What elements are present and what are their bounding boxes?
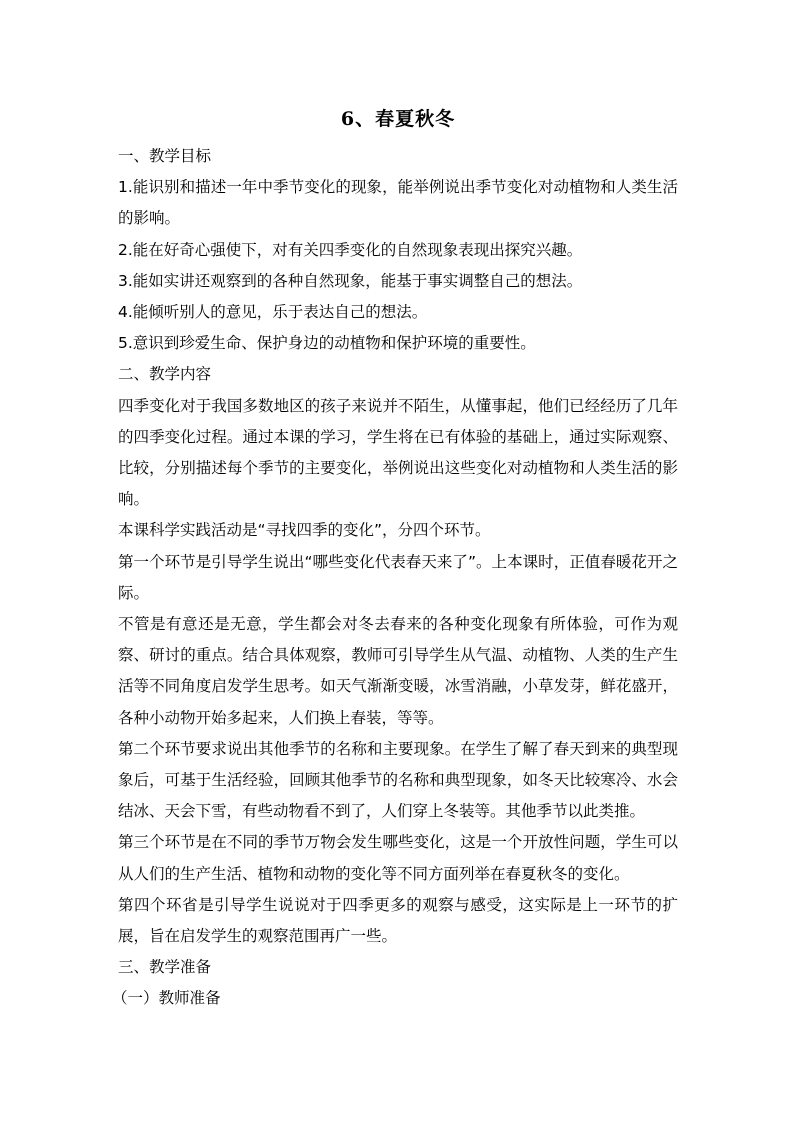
content-paragraph: 本课科学实践活动是“寻找四季的变化”，分四个环节。 [118, 521, 491, 540]
document-title: 6、春夏秋冬 [340, 108, 456, 130]
objective-item-3: 3.能如实讲还观察到的各种自然现象，能基于事实调整自己的想法。 [118, 271, 583, 290]
objective-item-4: 4.能倾听别人的意见，乐于表达自己的想法。 [118, 303, 428, 322]
content-paragraph: 四季变化对于我国多数地区的孩子来说并不陌生，从懂事起，他们已经经历了几年的四季变化过程。通过本课的学习，学生将在已有体验的基础上，通过实际观察、比较，分别描述每个季节的主要变化，举例说出这些变化对动植物和人类生活的影响。 [118, 396, 678, 509]
section-heading-content: 二、教学内容 [118, 365, 212, 384]
content-paragraph: 第一个环节是引导学生说出“哪些变化代表春天来了”。上本课时，正值春暖花开之际。 [118, 552, 678, 602]
subsection-heading-teacher-preparation: （一）教师准备 [112, 989, 221, 1008]
content-paragraph: 不管是有意还是无意，学生都会对冬去春来的各种变化现象有所体验，可作为观察、研讨的重点。结合具体观察，教师可引导学生从气温、动植物、人类的生产生活等不同角度启发学生思考。如天气渐渐变暖，冰雪消融，小草发芽，鲜花盛开，各种小动物开始多起来，人们换上春装，等等。 [118, 615, 678, 727]
section-heading-objectives: 一、教学目标 [118, 147, 212, 165]
content-paragraph: 第三个环节是在不同的季节万物会发生哪些变化，这是一个开放性问题，学生可以从人们的生产生活、植物和动物的变化等不同方面列举在春夏秋冬的变化。 [118, 833, 678, 883]
objective-item-1: 1.能识别和描述一年中季节变化的现象，能举例说出季节变化对动植物和人类生活的影响。 [118, 178, 678, 228]
objective-item-5: 5.意识到珍爱生命、保护身边的动植物和保护环境的重要性。 [118, 334, 536, 353]
content-paragraph: 第四个环省是引导学生说说对于四季更多的观察与感受，这实际是上一环节的扩展，旨在启发学生的观察范围再广一些。 [118, 895, 678, 946]
content-paragraph: 第二个环节要求说出其他季节的名称和主要现象。在学生了解了春天到来的典型现象后，可基于生活经验，回顾其他季节的名称和典型现象，如冬天比较寒冷、水会结冰、天会下雪，有些动物看不到了，人们穿上冬装等。其他季节以此类推。 [118, 739, 678, 821]
objective-item-2: 2.能在好奇心强使下，对有关四季变化的自然现象表现出探究兴趣。 [118, 240, 583, 259]
document-body [112, 141, 678, 1015]
section-heading-preparation: 三、教学准备 [118, 958, 212, 977]
